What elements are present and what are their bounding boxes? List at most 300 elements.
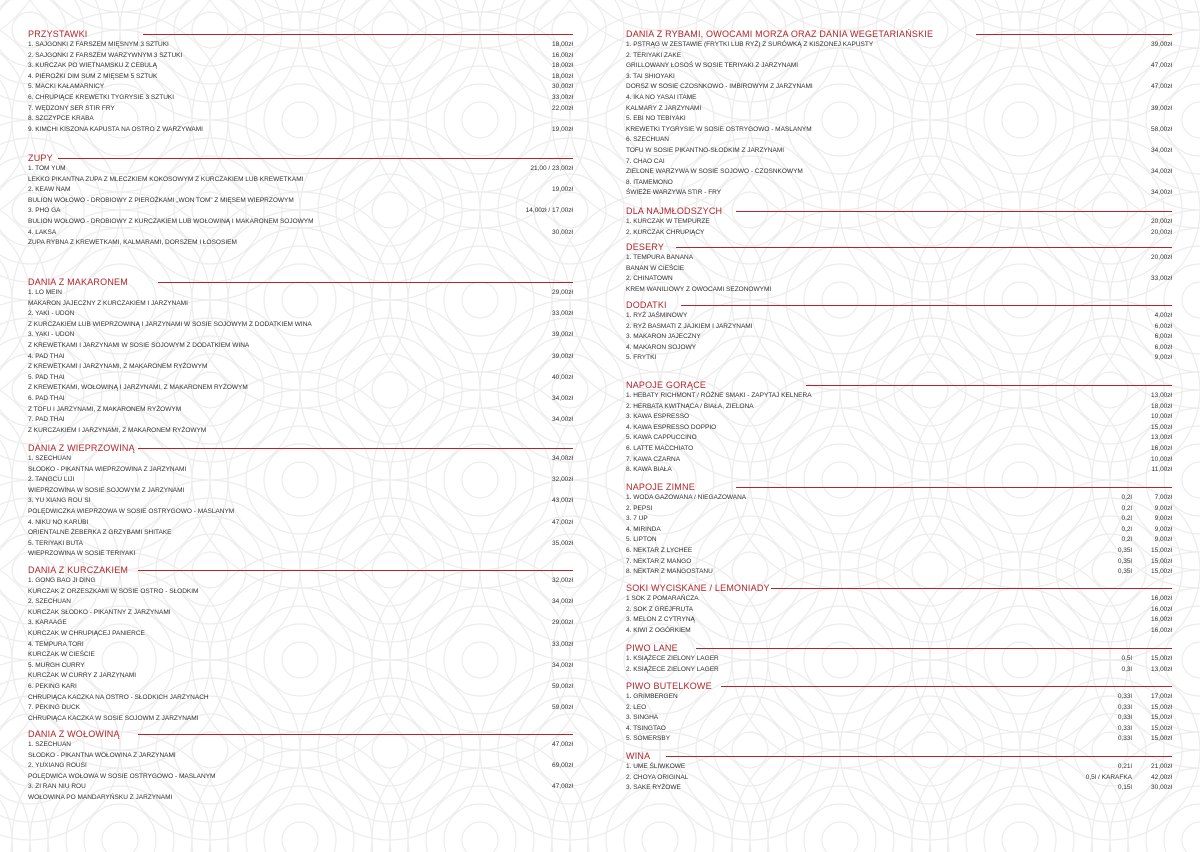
menu-item: [28, 320, 573, 331]
menu-item: [626, 525, 1172, 536]
menu-item: [28, 793, 573, 804]
menu-item-price: 9,00zł: [1154, 504, 1172, 512]
menu-item-name: WIEPRZOWINA W SOSIE TERIYAKI: [28, 550, 136, 558]
menu-item-name: BULION WOŁOWO - DROBIOWY Z KURCZAKIEM LUB WOŁOWINĄ I MAKARONEM SOJOWYM: [28, 217, 314, 225]
menu-item-price: 6,00zł: [1154, 333, 1172, 341]
menu-item-price: 47,00zł: [1151, 83, 1172, 91]
menu-item-name: 4. IKA NO YASAI ITAME: [626, 93, 697, 101]
section-title: DANIA Z MAKARONEM: [28, 277, 128, 287]
menu-item-name: 3. 7 UP: [626, 515, 648, 523]
section-title: DANIA Z KURCZAKIEM: [28, 565, 129, 575]
menu-item: [626, 311, 1172, 322]
section-ryby: [626, 28, 1172, 199]
menu-item-price: 47,00zł: [552, 741, 573, 748]
menu-item-name: 8. SZCZYPCE KRABA: [28, 115, 94, 123]
menu-item-volume: 0,33l: [1117, 735, 1132, 743]
section-header: [28, 728, 573, 740]
menu-item-price: 15,00zł: [1151, 423, 1172, 431]
menu-item-name: POLĘDWICZKA WIEPRZOWA W SOSIE OSTRYGOWO - MASLANYM: [28, 507, 235, 515]
menu-item-price: 34,00zł: [552, 394, 573, 402]
menu-item-name: KURCZAK Z ORZESZKAMI W SOSIE OSTRO - SŁODKIM: [28, 587, 199, 595]
menu-item-name: 8. KAWA BIAŁA: [626, 466, 672, 474]
menu-item-price: 39,00zł: [552, 331, 573, 339]
menu-item: [28, 507, 573, 518]
menu-item-name: GRILLOWANY ŁOSOŚ W SOSIE TERIYAKI Z JARZYNAMI: [626, 62, 799, 70]
menu-item-price: 6,00zł: [1154, 343, 1172, 351]
menu-item-name: 4. LAKSA: [28, 228, 57, 236]
menu-item-name: 4. PIEROŻKI DIM SUM Z MIĘSEM 5 SZTUK: [28, 72, 158, 80]
menu-item: [28, 693, 573, 704]
menu-item-price: 20,00zł: [1151, 218, 1172, 225]
menu-item-price: 30,00zł: [1151, 784, 1172, 792]
menu-item-price: 7,00zł: [1154, 494, 1172, 501]
menu-item-name: 5. MURGH CURRY: [28, 661, 85, 669]
menu-item-name: Z KURCZAKIEM I JARZYNAMI, Z MAKARONEM RYŻOWYM: [28, 426, 207, 434]
menu-item: [28, 650, 573, 661]
menu-item-name: 3. KURCZAK PO WIETNAMSKU Z CEBULĄ: [28, 62, 157, 70]
menu-item-volume: 0,35l: [1117, 557, 1132, 565]
menu-item-name: 5. MACKI KAŁAMARNICY: [28, 83, 105, 91]
menu-item: [28, 782, 573, 793]
menu-item-volume: 0,21l: [1117, 763, 1132, 770]
menu-item-name: 3. ZI RAN NIU ROU: [28, 783, 86, 791]
menu-item-name: 2. SOK Z GREJFRUTA: [626, 605, 694, 613]
menu-item: [28, 426, 573, 437]
section-divider-line: [736, 487, 1172, 488]
section-divider-line: [138, 570, 573, 571]
menu-item: [626, 217, 1172, 228]
menu-item: [626, 567, 1172, 578]
menu-item-name: 3. SINGHA: [626, 714, 659, 722]
menu-item-price: 32,00zł: [552, 476, 573, 484]
section-piwo-butelkowe: [626, 680, 1172, 745]
menu-item: [28, 309, 573, 320]
menu-item-name: 1. TOM YUM: [28, 165, 66, 172]
menu-item: [28, 93, 573, 104]
section-header: [626, 750, 1172, 762]
section-napoje-gorace: [626, 379, 1172, 476]
menu-item: [626, 423, 1172, 434]
menu-item: [28, 40, 573, 51]
menu-item: [626, 157, 1172, 168]
menu-item: [626, 285, 1172, 296]
menu-item-price: 19,00zł: [552, 186, 573, 194]
menu-item-name: Z KREWETKAMI I JARZYNAMI, Z MAKARONEM RYŻOWYM: [28, 363, 208, 371]
menu-item: [28, 682, 573, 693]
menu-item-price: 15,00zł: [1151, 703, 1172, 711]
menu-item-name: 4. NIKU NO KARUBI: [28, 518, 89, 526]
menu-item: [626, 762, 1172, 773]
menu-item-name: 1. LO MEIN: [28, 289, 62, 296]
menu-item-name: CHRUPIĄCA KACZKA W SOSIE SOJOWM Z JARZYNAMI: [28, 714, 199, 722]
menu-item-name: 1. RYŻ JAŚMINOWY: [626, 312, 688, 319]
menu-item: [626, 493, 1172, 504]
menu-item-price: 18,00zł: [552, 41, 573, 48]
section-header: [28, 152, 573, 164]
menu-item-price: 20,00zł: [1151, 254, 1172, 261]
menu-item-name: KREWETKI TYGRYSIE W SOSIE OSTRYGOWO - MASLANYM: [626, 125, 812, 133]
menu-item: [28, 587, 573, 598]
menu-item-name: 4. PAD THAI: [28, 352, 65, 360]
menu-item: [626, 615, 1172, 626]
menu-item: [626, 322, 1172, 333]
menu-item-name: KREM WANILIOWY Z OWOCAMI SEZONOWYMI: [626, 285, 772, 293]
menu-item-name: 1. SAJGONKI Z FARSZEM MIĘSNYM 3 SZTUKI: [28, 41, 169, 48]
menu-item: [28, 217, 573, 228]
menu-item-volume: 0,33l: [1117, 724, 1132, 732]
menu-item-price: 11,00zł: [1151, 466, 1172, 474]
menu-item-price: 34,00zł: [1151, 189, 1172, 197]
section-header: [626, 241, 1172, 253]
menu-item-name: 4. KAWA ESPRESSO DOPPIO: [626, 423, 717, 431]
menu-item: [626, 353, 1172, 364]
menu-item-name: 3. MAKARON JAJECZNY: [626, 333, 701, 341]
section-wolowina: [28, 728, 573, 804]
section-title: SOKI WYCISKANE / LEMONIADY: [626, 583, 770, 593]
menu-item-name: 4. TSINGTAO: [626, 724, 666, 732]
section-title: PIWO LANE: [626, 643, 678, 653]
menu-item-price: 10,00zł: [1151, 455, 1172, 463]
menu-item-price: 16,00zł: [1151, 626, 1172, 634]
menu-item: [28, 608, 573, 619]
menu-item: [28, 206, 573, 217]
menu-item: [626, 125, 1172, 136]
menu-item-price: 39,00zł: [1151, 104, 1172, 112]
menu-item-name: 1. KURCZAK W TEMPURZE: [626, 218, 710, 225]
menu-item-price: 15,00zł: [1151, 557, 1172, 565]
section-divider-line: [138, 448, 573, 449]
menu-item-price: 18,00zł: [1151, 402, 1172, 410]
menu-item-name: 1. TEMPURA BANANA: [626, 254, 694, 261]
section-header: [626, 379, 1172, 391]
section-soki: [626, 582, 1172, 636]
menu-item-volume: 0,2l: [1121, 536, 1132, 544]
menu-item-name: 6. SZECHUAN: [626, 136, 669, 144]
section-divider-line: [138, 734, 573, 735]
menu-item: [626, 274, 1172, 285]
menu-item-name: 1. HEBATY RICHMONT / RÓŻNE SMAKI - ZAPYTAJ KELNERA: [626, 392, 812, 399]
menu-item: [626, 412, 1172, 423]
menu-item-name: 4. KIWI Z OGÓRKIEM: [626, 626, 691, 634]
menu-item-name: 3. SAKE RYŻOWE: [626, 784, 681, 792]
menu-item: [28, 185, 573, 196]
menu-item-name: 2. TERIYAKI ZAKE: [626, 51, 682, 59]
menu-item-price: 39,00zł: [1151, 41, 1172, 48]
menu-item: [28, 539, 573, 550]
menu-item-name: 1. GONG BAO JI DING: [28, 577, 96, 584]
menu-item-name: 5. PAD THAI: [28, 373, 65, 381]
menu-item: [28, 496, 573, 507]
section-divider-line: [806, 385, 1172, 386]
section-title: DESERY: [626, 242, 665, 252]
menu-item: [28, 383, 573, 394]
menu-item: [626, 734, 1172, 745]
section-wina: [626, 750, 1172, 794]
section-header: [28, 442, 573, 454]
menu-item: [626, 535, 1172, 546]
menu-item-name: SŁODKO - PIKANTNA WIEPRZOWINA Z JARZYNAMI: [28, 465, 187, 473]
menu-item-name: SŁODKO - PIKANTNA WOŁOWINA Z JARZYNAMI: [28, 751, 176, 759]
menu-item-volume: 0,33l: [1117, 714, 1132, 722]
menu-item-price: 15,00zł: [1151, 546, 1172, 554]
menu-item-name: 6. CHRUPIĄCE KREWETKI TYGRYSIE 3 SZTUKI: [28, 93, 175, 101]
menu-item: [28, 671, 573, 682]
menu-item: [28, 576, 573, 587]
menu-item-price: 13,00zł: [1151, 434, 1172, 442]
menu-item: [28, 549, 573, 560]
menu-item-price: 15,00zł: [1151, 735, 1172, 743]
menu-item: [28, 373, 573, 384]
menu-item: [626, 253, 1172, 264]
menu-item: [626, 332, 1172, 343]
menu-item-name: 6. LATTE MACCHIATO: [626, 444, 694, 452]
menu-item-name: 1. UME ŚLIWKOWE: [626, 763, 686, 770]
menu-item-name: 2. SZECHUAN: [28, 598, 71, 606]
menu-item-name: 5. SOMERSBY: [626, 735, 671, 743]
menu-item-price: 59,00zł: [552, 682, 573, 690]
menu-item: [28, 629, 573, 640]
menu-item: [28, 288, 573, 299]
menu-item: [626, 264, 1172, 275]
menu-item: [28, 475, 573, 486]
menu-item-name: 7. KAWA CZARNA: [626, 455, 681, 463]
section-title: DLA NAJMŁODSZYCH: [626, 206, 723, 216]
section-title: DANIA Z RYBAMI, OWOCAMI MORZA ORAZ DANIA WEGETARIAŃSKIE: [626, 29, 934, 39]
menu-item-price: 33,00zł: [552, 93, 573, 101]
menu-item: [626, 146, 1172, 157]
menu-item-name: 2. CHOYA ORIGINAL: [626, 773, 689, 781]
menu-item: [626, 546, 1172, 557]
menu-item-name: 5. EBI NO TEBIYAKI: [626, 115, 686, 123]
menu-item: [626, 665, 1172, 676]
menu-item-name: MAKARON JAJECZNY Z KURCZAKIEM I JARZYNAMI: [28, 299, 188, 307]
menu-item-price: 9,00zł: [1154, 525, 1172, 533]
section-napoje-zimne: [626, 481, 1172, 578]
menu-item-name: 8. NEKTAR Z MANGOSTANU: [626, 568, 713, 576]
menu-item-name: 1. GRIMBERGEN: [626, 693, 678, 700]
menu-item: [28, 238, 573, 249]
menu-item-price: 29,00zł: [552, 289, 573, 296]
menu-item-name: LEKKO PIKANTNA ZUPA Z MLECZKIEM KOKOSOWYM Z KURCZAKIEM LUB KREWETKAMI: [28, 175, 304, 183]
menu-item-price: 15,00zł: [1151, 568, 1172, 576]
menu-item-price: 17,00zł: [1151, 693, 1172, 700]
menu-item-price: 69,00zł: [552, 762, 573, 770]
section-header: [28, 564, 573, 576]
menu-item: [28, 597, 573, 608]
menu-item-name: 4. MAKARON SOJOWY: [626, 343, 697, 351]
menu-item-price: 43,00zł: [552, 497, 573, 505]
menu-item-price: 34,00zł: [552, 455, 573, 462]
menu-item-name: 2. PEPSI: [626, 504, 653, 512]
menu-item: [626, 504, 1172, 515]
menu-item-price: 47,00zł: [1151, 62, 1172, 70]
menu-item-volume: 0,5l / KARAFKA: [1085, 773, 1132, 781]
menu-item-name: 9. KIMCHI KISZONA KAPUSTA NA OSTRO Z WARZYWAMI: [28, 125, 203, 133]
section-header: [626, 642, 1172, 654]
menu-item: [626, 455, 1172, 466]
menu-item-name: CHRUPIĄCA KACZKA NA OSTRO - SŁODKICH JARZYNACH: [28, 693, 209, 701]
menu-item-price: 34,00zł: [1151, 168, 1172, 176]
menu-item-name: WOŁOWINA PO MANDARYŃSKU Z JARZYNAMI: [28, 793, 173, 801]
menu-item-price: 59,00zł: [552, 704, 573, 712]
section-title: NAPOJE GORĄCE: [626, 380, 707, 390]
section-title: DANIA Z WOŁOWINĄ: [28, 729, 120, 739]
menu-item-volume: 0,33l: [1117, 703, 1132, 711]
menu-item: [626, 465, 1172, 476]
menu-item-volume: 0,5l: [1121, 655, 1132, 662]
menu-item-name: 1. SZECHUAN: [28, 741, 71, 748]
menu-item: [626, 514, 1172, 525]
menu-item-price: 18,00zł: [552, 62, 573, 70]
section-przystawki: [28, 28, 573, 135]
menu-item: [28, 528, 573, 539]
section-header: [626, 205, 1172, 217]
menu-item: [28, 125, 573, 136]
menu-item: [28, 114, 573, 125]
menu-item-name: ZIELONE WARZYWA W SOSIE SOJOWO - CZOSNKOWYM: [626, 168, 803, 176]
section-dodatki: [626, 299, 1172, 364]
menu-item: [626, 72, 1172, 83]
menu-item-price: 15,00zł: [1151, 655, 1172, 662]
menu-item-price: 16,00zł: [552, 51, 573, 59]
menu-item-name: 5. FRYTKI: [626, 354, 657, 362]
menu-item-name: KURCZAK W CHRUPIĄCEJ PANIERCE: [28, 629, 145, 637]
menu-item-price: 13,00zł: [1151, 665, 1172, 673]
menu-item-price: 19,00zł: [552, 125, 573, 133]
menu-item-name: 3. MELON Z CYTRYNĄ: [626, 616, 695, 624]
menu-item-price: 42,00zł: [1151, 773, 1172, 781]
menu-item: [626, 713, 1172, 724]
section-title: ZUPY: [28, 153, 53, 163]
menu-item-name: 2. SAJGONKI Z FARSZEM WARZYWNYM 3 SZTUKI: [28, 51, 183, 59]
section-divider-line: [681, 305, 1172, 306]
menu-item-volume: 0,2l: [1121, 504, 1132, 512]
menu-item-name: 5. LIPTON: [626, 536, 657, 544]
menu-item-volume: 0,35l: [1117, 568, 1132, 576]
menu-item-price: 39,00zł: [552, 352, 573, 360]
menu-item-name: 5. TERIYAKI BUTA: [28, 539, 83, 547]
menu-item-name: 7. PAD THAI: [28, 416, 65, 424]
menu-item-name: 4. TEMPURA TORI: [28, 640, 84, 648]
menu-item-name: 7. NEKTAR Z MANGO: [626, 557, 692, 565]
menu-item: [626, 228, 1172, 239]
section-divider-line: [666, 756, 1172, 757]
menu-item: [28, 104, 573, 115]
menu-item: [626, 724, 1172, 735]
menu-item: [626, 626, 1172, 637]
menu-item-name: 3. PHO GA: [28, 207, 61, 215]
menu-item-price: 18,00zł: [552, 72, 573, 80]
menu-item-name: 1 SOK Z POMARAŃCZA: [626, 595, 699, 602]
section-header: [28, 276, 573, 288]
menu-item-name: 3. KARAAGE: [28, 619, 67, 627]
menu-item-name: 6. PEKING KARI: [28, 682, 77, 690]
menu-item-volume: 0,33l: [1117, 693, 1132, 700]
section-header: [626, 28, 1172, 40]
section-title: NAPOJE ZIMNE: [626, 482, 695, 492]
menu-item: [626, 167, 1172, 178]
menu-item: [626, 61, 1172, 72]
menu-item-name: BANAN W CIEŚCIE: [626, 264, 685, 272]
section-divider-line: [158, 282, 573, 283]
menu-item-name: BULION WOŁOWO - DROBIOWY Z PIEROŻKAMI „WON TOM” Z MIĘSEM WIEPRZOWYM: [28, 196, 294, 204]
menu-item-price: 32,00zł: [552, 577, 573, 584]
menu-item-name: WIEPRZOWINA W SOSIE SOJOWYM Z JARZYNAMI: [28, 486, 185, 494]
section-zupy: [28, 152, 573, 249]
menu-item-name: TOFU W SOSIE PIKANTNO-SŁODKIM Z JARZYNAMI: [626, 146, 785, 154]
menu-item-name: ORIENTALNE ŻEBERKA Z GRZYBAMI SHITAKE: [28, 529, 172, 537]
menu-item-price: 16,00zł: [1151, 444, 1172, 452]
menu-item-name: KALMARY Z JARZYNAMI: [626, 104, 702, 112]
section-title: DANIA Z WIEPRZOWINĄ: [28, 443, 135, 453]
menu-item-name: 7. WĘDZONY SER STIR FRY: [28, 104, 115, 112]
section-header: [626, 481, 1172, 493]
menu-item-name: 1. PSTRĄG W ZESTAWIE (FRYTKI LUB RYŻ) Z SURÓWKĄ Z KISZONEJ KAPUSTY: [626, 41, 874, 48]
menu-item-price: 14,00zł / 17,00zł: [525, 207, 573, 215]
menu-item: [28, 362, 573, 373]
menu-item-name: KURCZAK W CIEŚCIE: [28, 651, 95, 659]
menu-item-name: Z TOFU I JARZYNAMI, Z MAKARONEM RYŻOWYM: [28, 405, 182, 413]
section-piwo-lane: [626, 642, 1172, 675]
menu-item: [28, 405, 573, 416]
menu-item-name: KURCZAK SŁODKO - PIKANTNY Z JARZYNAMI: [28, 608, 171, 616]
menu-item-name: Z KURCZAKIEM LUB WIEPRZOWINĄ I JARZYNAMI W SOSIE SOJOWYM Z DODATKIEM WINA: [28, 320, 312, 328]
menu-item-price: 6,00zł: [1154, 322, 1172, 330]
menu-item-price: 22,00zł: [552, 104, 573, 112]
menu-item: [28, 761, 573, 772]
menu-item-name: 2. CHINATOWN: [626, 275, 673, 283]
menu-item: [626, 40, 1172, 51]
menu-item-name: 2. KSIĄŻECE ZIELONY LAGER: [626, 665, 719, 673]
menu-item: [626, 703, 1172, 714]
menu-item-price: 10,00zł: [1151, 413, 1172, 421]
menu-item-price: 16,00zł: [1151, 595, 1172, 602]
menu-item: [626, 402, 1172, 413]
menu-item-name: 4. MIRINDA: [626, 525, 661, 533]
menu-item: [28, 740, 573, 751]
section-divider-line: [771, 588, 1172, 589]
menu-item: [626, 654, 1172, 665]
menu-item-volume: 0,2l: [1121, 525, 1132, 533]
menu-item-price: 33,00zł: [552, 310, 573, 318]
menu-item-name: 2. KEAW NAM: [28, 186, 71, 194]
menu-item-name: 2. HERBATA KWITNĄCA / BIAŁA, ZIELONA: [626, 402, 754, 410]
menu-item: [626, 93, 1172, 104]
menu-item-price: 9,00zł: [1154, 515, 1172, 523]
menu-item-price: 30,00zł: [552, 83, 573, 91]
section-wieprzowina: [28, 442, 573, 560]
menu-item-name: 3. KAWA ESPRESSO: [626, 413, 690, 421]
menu-item: [28, 51, 573, 62]
menu-item: [28, 299, 573, 310]
section-divider-line: [143, 34, 573, 35]
menu-item-price: 34,00zł: [1151, 146, 1172, 154]
menu-item: [28, 618, 573, 629]
menu-item: [28, 751, 573, 762]
menu-item-price: 33,00zł: [1151, 275, 1172, 283]
menu-item: [626, 692, 1172, 703]
menu-item: [28, 196, 573, 207]
menu-item-price: 34,00zł: [552, 661, 573, 669]
menu-item-price: 21,00zł: [1151, 763, 1172, 770]
menu-item-price: 15,00zł: [1151, 714, 1172, 722]
menu-item: [28, 454, 573, 465]
menu-item-price: 16,00zł: [1151, 616, 1172, 624]
menu-item-volume: 0,3l: [1121, 665, 1132, 673]
menu-item: [626, 82, 1172, 93]
menu-item-price: 16,00zł: [1151, 605, 1172, 613]
menu-item: [626, 433, 1172, 444]
